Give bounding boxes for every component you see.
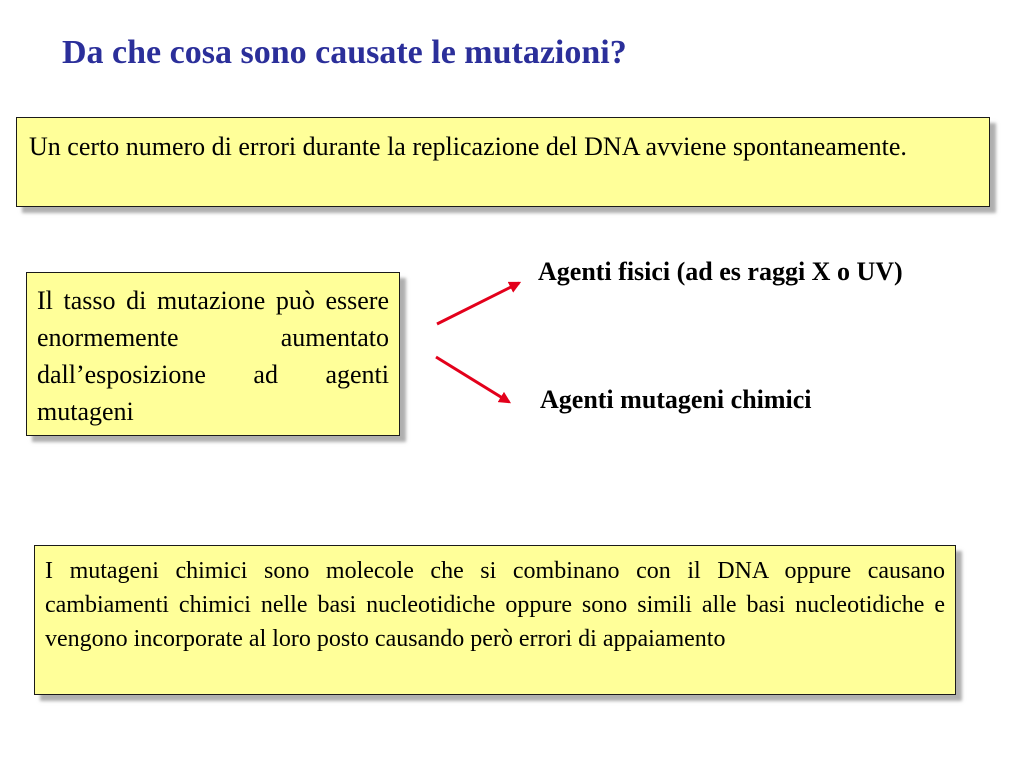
chemical-mutagens-text: I mutageni chimici sono molecole che si combinano con il DNA oppure causano cambiamenti chimici nelle basi nucleotidiche oppure sono simili alle basi nucleotidiche e vengono incorporate al loro posto causando però errori di appaiamento: [45, 558, 945, 652]
arrow-up-icon: [437, 283, 519, 324]
slide-title: Da che cosa sono causate le mutazioni?: [62, 34, 627, 71]
spontaneous-errors-box: [16, 117, 990, 207]
physical-agents-label: Agenti fisici (ad es raggi X o UV): [538, 257, 903, 286]
chemical-mutagens-box: [34, 545, 956, 695]
arrow-down-icon: [436, 357, 509, 402]
spontaneous-errors-text: Un certo numero di errori durante la replicazione del DNA avviene spontaneamente.: [29, 132, 907, 161]
mutation-rate-box: [26, 272, 400, 436]
mutation-rate-text: Il tasso di mutazione può essere enormemente aumentato dall’esposizione ad agenti mutageni: [37, 286, 389, 426]
chemical-agents-label: Agenti mutageni chimici: [540, 385, 812, 414]
